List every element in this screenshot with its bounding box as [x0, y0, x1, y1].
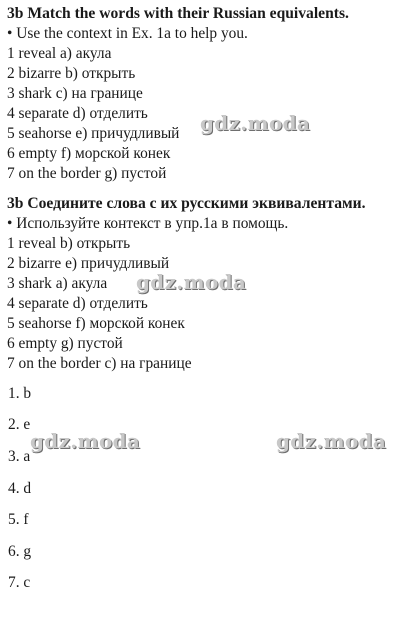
answer-4: 4. d	[8, 480, 32, 497]
match-item-en-3: 3 shark c) на границе	[7, 85, 143, 102]
match-item-ru-3: 3 shark a) акула	[7, 275, 108, 292]
answer-7: 7. c	[8, 574, 31, 591]
match-item-en-4: 4 separate d) отделить	[7, 105, 148, 122]
match-item-en-6: 6 empty f) морской конек	[7, 145, 171, 162]
section-heading-en: 3b Match the words with their Russian equivalents.	[7, 5, 349, 22]
answer-2: 2. e	[8, 416, 31, 433]
match-item-en-7: 7 on the border g) пустой	[7, 165, 167, 182]
match-item-en-2: 2 bizarre b) открыть	[7, 65, 136, 82]
match-item-ru-1: 1 reveal b) открыть	[7, 235, 131, 252]
instruction-ru: • Используйте контекст в упр.1а в помощь.	[7, 215, 289, 232]
answer-1: 1. b	[8, 385, 32, 402]
watermark: gdz.moda	[276, 429, 387, 453]
match-item-ru-4: 4 separate d) отделить	[7, 295, 148, 312]
watermark: gdz.moda	[30, 429, 141, 453]
instruction-en: • Use the context in Ex. 1a to help you.	[7, 25, 248, 42]
answer-3: 3. a	[8, 448, 31, 465]
match-item-en-5: 5 seahorse e) причудливый	[7, 125, 180, 142]
match-item-ru-2: 2 bizarre e) причудливый	[7, 255, 170, 272]
match-item-ru-6: 6 empty g) пустой	[7, 335, 123, 352]
answer-5: 5. f	[8, 511, 29, 528]
watermark: gdz.moda	[200, 111, 311, 135]
match-item-en-1: 1 reveal a) акула	[7, 45, 112, 62]
match-item-ru-5: 5 seahorse f) морской конек	[7, 315, 185, 332]
match-item-ru-7: 7 on the border c) на границе	[7, 355, 192, 372]
watermark: gdz.moda	[136, 270, 247, 294]
answer-6: 6. g	[8, 543, 32, 560]
section-heading-ru: 3b Соедините слова с их русскими эквивалентами.	[7, 195, 366, 212]
